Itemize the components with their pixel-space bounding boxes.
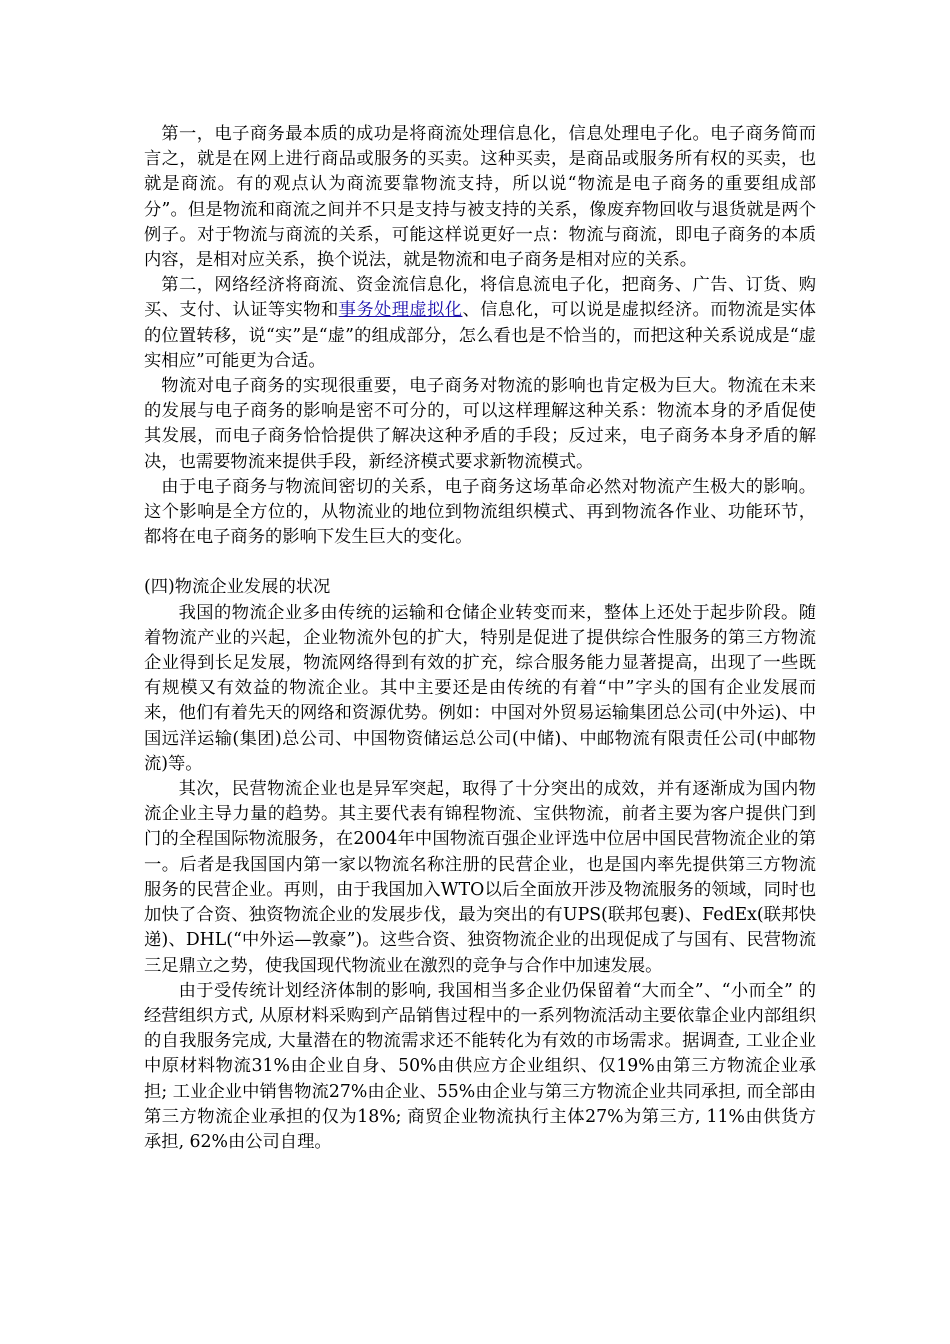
paragraph-second-text-before: 第二，网络经济将商流、资金流信息化，将信息流电子化，把商务、广告、订货、购买、支付、认证等实物和	[144, 275, 816, 321]
virtualization-link[interactable]: 事务处理虚拟化	[338, 300, 463, 321]
paragraph-ecommerce-second	[144, 273, 816, 374]
paragraph-planned-economy: 由于受传统计划经济体制的影响, 我国相当多企业仍保留着“大而全”、“小而全” 的经营组织方式, 从原材料采购到产品销售过程中的一系列物流活动主要依靠企业内部组织的自我服务完成, 大量潜在的物流需求还不能转化为有效的市场需求。据调查, 工业企业中原材料物流31%由企业自身、50%由供应方企业组织、仅19%由第三方物流企业承担; 工业企业中销售物流27%由企业、55%由企业与第三方物流企业共同承担, 而全部由第三方物流企业承担的仅为18%; 商贸企业物流执行主体27%为第三方, 11%由供货方承担, 62%由公司自理。	[144, 980, 816, 1152]
paragraph-private-logistics: 其次，民营物流企业也是异军突起，取得了十分突出的成效，并有逐渐成为国内物流企业主导力量的趋势。其主要代表有锦程物流、宝供物流，前者主要为客户提供门到门的全程国际物流服务，在2004年中国物流百强企业评选中位居中国民营物流企业的第一。后者是我国国内第一家以物流名称注册的民营企业，也是国内率先提供第三方物流服务的民营企业。再则，由于我国加入WTO以后全面放开涉及物流服务的领域，同时也加快了合资、独资物流企业的发展步伐，最为突出的有UPS(联邦包裹)、FedEx(联邦快递)、DHL(“中外运—敦豪”)。这些合资、独资物流企业的出现促成了与国有、民营物流三足鼎立之势，使我国现代物流业在激烈的竞争与合作中加速发展。	[144, 779, 816, 976]
paragraph-ecommerce-impact: 由于电子商务与物流间密切的关系，电子商务这场革命必然对物流产生极大的影响。这个影响是全方位的，从物流业的地位到物流组织模式、再到物流各作业、功能环节，都将在电子商务的影响下发生巨大的变化。	[144, 476, 816, 548]
paragraph-logistics-enterprises: 我国的物流企业多由传统的运输和仓储企业转变而来，整体上还处于起步阶段。随着物流产业的兴起，企业物流外包的扩大，特别是促进了提供综合性服务的第三方物流企业得到长足发展，物流网络得到有效的扩充，综合服务能力显著提高，出现了一些既有规模又有效益的物流企业。其中主要还是由传统的有着“中”字头的国有企业发展而来，他们有着先天的网络和资源优势。例如：中国对外贸易运输集团总公司(中外运)、中国远洋运输(集团)总公司、中国物资储运总公司(中储)、中邮物流有限责任公司(中邮物流)等。	[144, 602, 816, 774]
paragraph-second-text-after: 、信息化，可以说是虚拟经济。而物流是实体的位置转移，说“实”是“虚”的组成部分，怎么看也是不恰当的，而把这种关系说成是“虚实相应”可能更为合适。	[144, 300, 816, 371]
section-heading: (四)物流企业发展的状况	[144, 577, 331, 598]
paragraph-ecommerce-first: 第一，电子商务最本质的成功是将商流处理信息化，信息处理电子化。电子商务简而言之，就是在网上进行商品或服务的买卖。这种买卖，是商品或服务所有权的买卖，也就是商流。有的观点认为商流要靠物流支持，所以说“物流是电子商务的重要组成部分”。但是物流和商流之间并不只是支持与被支持的关系，像废弃物回收与退货就是两个例子。对于物流与商流的关系，可能这样说更好一点：物流与商流，即电子商务的本质内容，是相对应关系，换个说法，就是物流和电子商务是相对应的关系。	[144, 124, 816, 271]
document-body	[144, 122, 816, 1155]
paragraph-logistics-importance: 物流对电子商务的实现很重要，电子商务对物流的影响也肯定极为巨大。物流在未来的发展与电子商务的影响是密不可分的，可以这样理解这种关系：物流本身的矛盾促使其发展，而电子商务恰恰提供了解决这种矛盾的手段；反过来，电子商务本身矛盾的解决，也需要物流来提供手段，新经济模式要求新物流模式。	[144, 376, 816, 472]
